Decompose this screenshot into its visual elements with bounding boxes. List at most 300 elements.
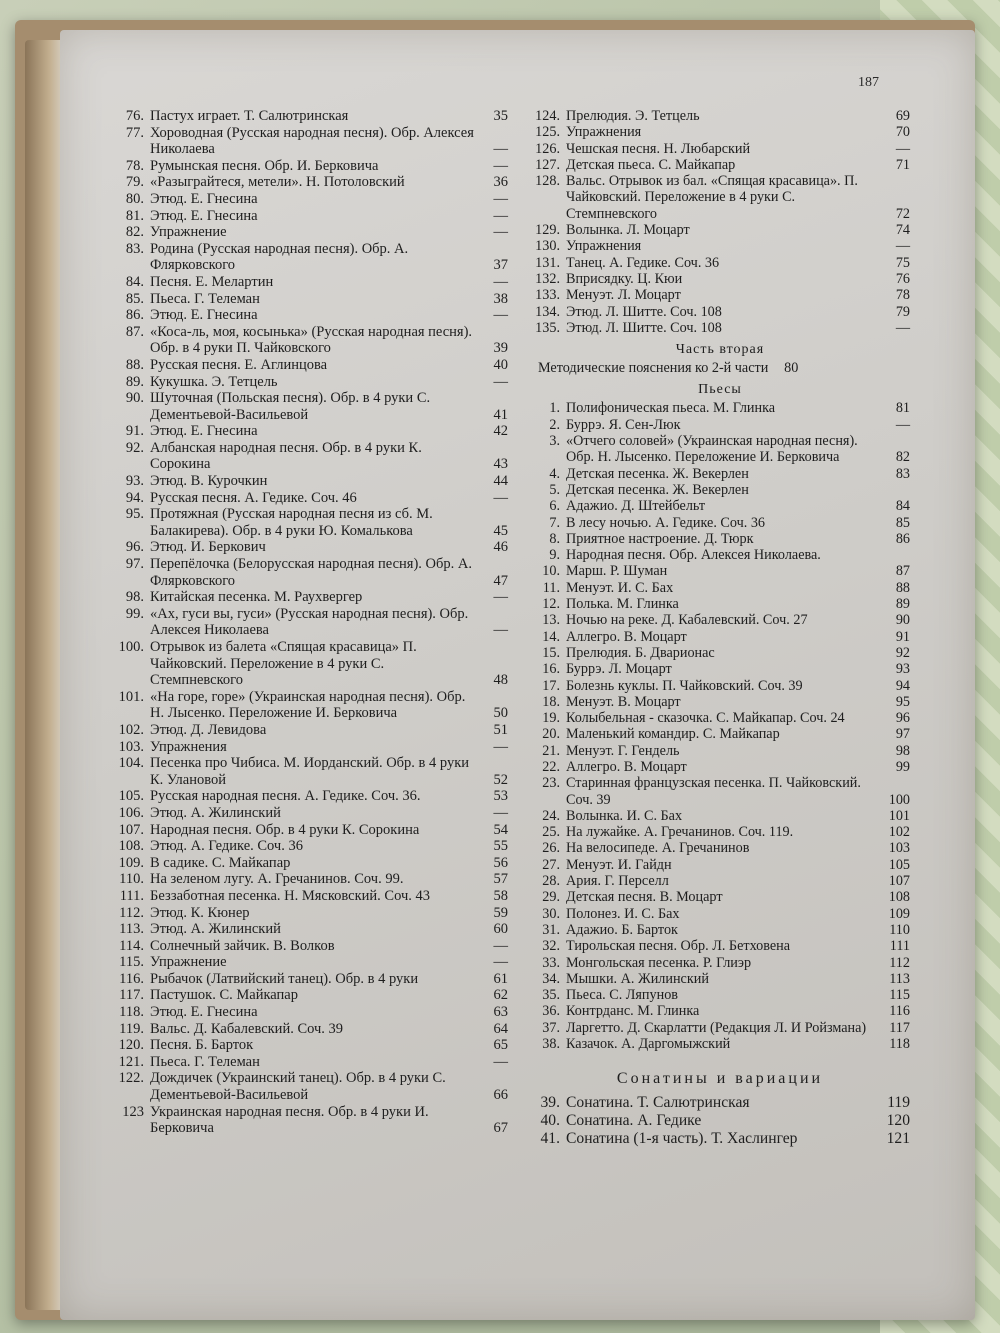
entry-page: 92: [895, 644, 910, 661]
contents-entry: [530, 417, 910, 433]
entry-title: Этюд. Е. Гнесина: [150, 190, 258, 207]
entry-title: Этюд. И. Беркович: [150, 539, 266, 556]
contents-entry: [530, 108, 910, 124]
contents-entry: [530, 157, 910, 173]
contents-entry: [118, 606, 508, 639]
entry-page: 120: [886, 1112, 910, 1130]
contents-entry: [530, 596, 910, 612]
entry-title: Этюд. В. Курочкин: [150, 473, 268, 490]
contents-entry: [530, 1003, 910, 1019]
entry-number: 107.: [118, 821, 144, 838]
contents-entry: [530, 612, 910, 628]
entry-number: 95.: [125, 506, 144, 523]
entry-number: 88.: [125, 356, 144, 373]
entry-title: Вальс. Д. Кабалевский. Соч. 39: [150, 1020, 344, 1037]
entry-title: Менуэт. И. С. Бах: [566, 579, 674, 596]
entry-title: Детская песенка. Ж. Векерлен: [566, 481, 749, 498]
entry-number: 29.: [542, 889, 560, 906]
contents-entry: [118, 755, 508, 788]
entry-number: 77.: [125, 124, 144, 141]
entry-page: 102: [888, 824, 910, 841]
entry-title: Народная песня. Обр. Алексея Николаева.: [566, 547, 821, 564]
entry-title: Этюд. Е. Гнесина: [150, 1004, 258, 1021]
entry-number: 26.: [542, 840, 560, 857]
entry-page: 76: [895, 270, 910, 287]
contents-entry: [530, 808, 910, 824]
entry-title: Мышки. А. Жилинский: [566, 970, 709, 987]
entry-page: —: [493, 207, 508, 224]
entry-title: Перепёлочка (Белорусская народная песня). Обр. А. Флярковского: [150, 556, 472, 589]
contents-entry: [118, 905, 508, 922]
entry-page: 51: [493, 721, 508, 738]
entry-number: 8.: [549, 530, 560, 547]
entry-page: 47: [493, 572, 508, 589]
contents-entry: [530, 547, 910, 563]
entry-title: Болезнь куклы. П. Чайковский. Соч. 39: [566, 677, 803, 694]
entry-number: 18.: [542, 693, 560, 710]
entry-page: 41: [493, 406, 508, 423]
entry-title: Народная песня. Обр. в 4 руки К. Сорокина: [150, 821, 420, 838]
entry-page: 84: [895, 498, 910, 515]
entry-page: 56: [493, 854, 508, 871]
sonatinas-heading: Сонатины и вариации: [616, 1070, 824, 1088]
contents-entry: [118, 589, 508, 606]
entry-number: 35.: [542, 987, 560, 1004]
entry-number: 122.: [118, 1070, 144, 1087]
entry-number: 32.: [542, 938, 560, 955]
entry-page: 108: [888, 889, 910, 906]
entry-page: —: [493, 373, 508, 390]
contents-entry: [118, 1004, 508, 1021]
entry-title: Отрывок из балета «Спящая красавица» П. Чайковский. Переложение в 4 руки С. Стемпневского: [150, 639, 417, 689]
entry-page: —: [895, 238, 910, 255]
entry-number: 40.: [540, 1112, 560, 1130]
contents-entry: [530, 694, 910, 710]
method-notes-entry: [530, 360, 910, 376]
entry-title: Аллегро. В. Моцарт: [566, 758, 687, 775]
entry-page: —: [493, 190, 508, 207]
entry-page: 66: [493, 1087, 508, 1104]
entry-page: 98: [895, 742, 910, 759]
contents-entry: [530, 678, 910, 694]
entry-number: 101.: [118, 688, 144, 705]
entry-number: 23.: [542, 775, 560, 792]
entry-number: 127.: [535, 156, 560, 173]
entry-title: Ларгетто. Д. Скарлатти (Редакция Л. И Ройзмана): [566, 1019, 867, 1036]
entry-page: 75: [895, 254, 910, 271]
entry-page: 59: [493, 904, 508, 921]
entry-page: 78: [895, 287, 910, 304]
entry-page: 40: [493, 356, 508, 373]
contents-entry: [118, 556, 508, 589]
contents-entry: [118, 1104, 508, 1137]
entry-title: Этюд. Л. Шитте. Соч. 108: [566, 319, 722, 336]
entry-number: 87.: [125, 323, 144, 340]
entry-number: 20.: [542, 726, 560, 743]
entry-title: «Отчего соловей» (Украинская народная песня). Обр. Н. Лысенко. Переложение И. Берковича: [566, 433, 858, 466]
contents-entry: [118, 108, 508, 125]
entry-number: 104.: [118, 755, 144, 772]
contents-entry: [118, 440, 508, 473]
entry-number: 130.: [535, 238, 560, 255]
entry-title: Менуэт. В. Моцарт: [566, 693, 681, 710]
contents-entry: [530, 661, 910, 677]
entry-number: 25.: [542, 824, 560, 841]
entry-page: —: [493, 273, 508, 290]
contents-entry: [118, 639, 508, 689]
method-notes-text: Методические пояснения ко 2-й части: [538, 360, 769, 377]
contents-entry: [530, 645, 910, 661]
entry-number: 100.: [118, 639, 144, 655]
entry-number: 109.: [118, 854, 144, 871]
entry-number: 128.: [535, 173, 560, 190]
contents-entry: [530, 759, 910, 775]
entry-number: 99.: [125, 605, 144, 622]
contents-entry: [530, 271, 910, 287]
entry-number: 121.: [118, 1053, 144, 1070]
entry-number: 116.: [119, 970, 144, 987]
entry-number: 108.: [118, 838, 144, 855]
entry-title: Русская народная песня. А. Гедике. Соч. 36.: [150, 788, 421, 805]
entry-number: 92.: [125, 439, 144, 456]
entry-title: Песня. Б. Барток: [150, 1037, 254, 1054]
entry-title: Старинная французская песенка. П. Чайковский. Соч. 39: [566, 775, 861, 808]
entry-number: 39.: [540, 1094, 560, 1112]
entry-number: 38.: [542, 1036, 560, 1053]
contents-entry: [118, 490, 508, 507]
contents-entry: [118, 539, 508, 556]
entry-number: 131.: [535, 254, 560, 271]
contents-list-part-one-end: [530, 108, 910, 336]
entry-title: Адажио. Д. Штейбельт: [566, 498, 706, 515]
entry-page: 97: [895, 726, 910, 743]
entry-page: 61: [493, 970, 508, 987]
contents-entry: [530, 955, 910, 971]
entry-title: Приятное настроение. Д. Тюрк: [566, 530, 754, 547]
entry-number: 125.: [535, 124, 560, 141]
entry-number: 33.: [542, 954, 560, 971]
entry-title: Маленький командир. С. Майкапар: [566, 726, 780, 743]
entry-page: 81: [895, 400, 910, 417]
entry-number: 1.: [549, 400, 560, 417]
entry-page: 117: [889, 1019, 910, 1036]
contents-entry: [118, 689, 508, 722]
entry-page: 87: [895, 563, 910, 580]
entry-page: —: [493, 157, 508, 174]
entry-page: 83: [895, 465, 910, 482]
entry-page: —: [895, 319, 910, 336]
entry-page: —: [493, 1053, 508, 1070]
entry-title: Этюд. Е. Гнесина: [150, 423, 258, 440]
entry-number: 132.: [535, 270, 560, 287]
entry-title: В лесу ночью. А. Гедике. Соч. 36: [566, 514, 766, 531]
contents-entry: [530, 1036, 910, 1052]
entry-number: 97.: [125, 556, 144, 573]
contents-entry: [118, 291, 508, 308]
contents-entry: [118, 191, 508, 208]
entry-number: 28.: [542, 873, 560, 890]
entry-title: Прелюдия. Э. Тетцель: [566, 108, 700, 124]
contents-entry: [530, 873, 910, 889]
entry-title: Детская песня. В. Моцарт: [566, 889, 723, 906]
entry-number: 111.: [119, 887, 144, 904]
contents-entry: [530, 222, 910, 238]
entry-page: 118: [889, 1036, 910, 1053]
entry-number: 30.: [542, 905, 560, 922]
entry-title: Сонатина. А. Гедике: [566, 1112, 702, 1130]
entry-title: Буррэ. Я. Сен-Люк: [566, 416, 681, 433]
entry-page: 113: [889, 970, 910, 987]
entry-number: 10.: [542, 563, 560, 580]
entry-page: 44: [493, 473, 508, 490]
entry-page: 65: [493, 1037, 508, 1054]
entry-page: 121: [886, 1129, 910, 1147]
entry-page: 115: [889, 987, 910, 1004]
entry-title: Этюд. К. Кюнер: [150, 904, 250, 921]
contents-entry: [118, 224, 508, 241]
entry-number: 124.: [535, 108, 560, 124]
contents-entry: [530, 1130, 910, 1148]
entry-number: 79.: [125, 174, 144, 191]
entry-title: Песенка про Чибиса. М. Иорданский. Обр. в 4 руки К. Улановой: [150, 755, 470, 788]
entry-title: В садике. С. Майкапар: [150, 854, 291, 871]
entry-number: 90.: [125, 390, 144, 407]
entry-number: 14.: [542, 628, 560, 645]
entry-title: Этюд. А. Гедике. Соч. 36: [150, 838, 303, 855]
contents-entry: [118, 357, 508, 374]
contents-right-column: [530, 108, 910, 1148]
entry-page: 43: [493, 456, 508, 473]
entry-number: 5.: [549, 481, 560, 498]
entry-number: 102.: [118, 721, 144, 738]
entry-page: —: [895, 140, 910, 157]
contents-entry: [530, 824, 910, 840]
entry-number: 83.: [125, 240, 144, 257]
contents-entry: [530, 971, 910, 987]
entry-page: 116: [889, 1003, 910, 1020]
entry-number: 80.: [125, 190, 144, 207]
entry-page: 46: [493, 539, 508, 556]
contents-entry: [118, 987, 508, 1004]
entry-number: 17.: [542, 677, 560, 694]
entry-title: Вприсядку. Ц. Кюи: [566, 270, 683, 287]
contents-entry: [530, 840, 910, 856]
entry-number: 22.: [542, 758, 560, 775]
entry-title: «Разыграйтеся, метели». Н. Потоловский: [150, 174, 405, 191]
entry-title: «На горе, горе» (Украинская народная песня). Обр. Н. Лысенко. Переложение И. Берковича: [150, 688, 466, 722]
entry-page: —: [493, 738, 508, 755]
entry-page: 39: [493, 340, 508, 357]
entry-title: Русская песня. Е. Аглинцова: [150, 356, 328, 373]
entry-title: Адажио. Б. Барток: [566, 921, 678, 938]
entry-number: 85.: [125, 290, 144, 307]
contents-entry: [530, 238, 910, 254]
entry-page: —: [493, 307, 508, 324]
entry-title: Родина (Русская народная песня). Обр. А. Флярковского: [150, 240, 409, 274]
entry-title: Этюд. А. Жилинский: [150, 804, 281, 821]
entry-title: Казачок. А. Даргомыжский: [566, 1036, 731, 1053]
entry-title: Волынка. И. С. Бах: [566, 807, 683, 824]
entry-page: 94: [895, 677, 910, 694]
entry-title: Тирольская песня. Обр. Л. Бетховена: [566, 938, 791, 955]
contents-entry: [530, 987, 910, 1003]
contents-entry: [530, 287, 910, 303]
contents-list-pieces: [530, 400, 910, 1052]
entry-title: Пьеса. Г. Телеман: [150, 1053, 260, 1070]
contents-entry: [530, 710, 910, 726]
entry-title: Менуэт. Л. Моцарт: [566, 287, 681, 304]
entry-page: 72: [895, 205, 910, 222]
contents-entry: [530, 1112, 910, 1130]
contents-entry: [118, 1070, 508, 1103]
entry-title: Ария. Г. Перселл: [566, 873, 669, 890]
entry-page: 103: [888, 840, 910, 857]
contents-entry: [530, 400, 910, 416]
entry-number: 105.: [118, 788, 144, 805]
entry-title: Полифоническая пьеса. М. Глинка: [566, 400, 776, 417]
contents-entry: [118, 241, 508, 274]
entry-title: Протяжная (Русская народная песня из сб. М. Балакирева). Обр. в 4 руки Ю. Комалькова: [150, 506, 433, 539]
entry-number: 9.: [549, 547, 560, 564]
entry-number: 134.: [535, 303, 560, 320]
entry-page: 90: [895, 612, 910, 629]
contents-entry: [118, 423, 508, 440]
contents-entry: [118, 506, 508, 539]
entry-title: Беззаботная песенка. Н. Мясковский. Соч. 43: [150, 887, 431, 904]
entry-page: 48: [493, 672, 508, 689]
contents-entry: [118, 871, 508, 888]
contents-entry: [530, 482, 910, 498]
entry-number: 84.: [125, 273, 144, 290]
contents-entry: [118, 1037, 508, 1054]
entry-page: 119: [887, 1094, 910, 1112]
entry-number: 15.: [542, 644, 560, 661]
entry-title: Колыбельная - сказочка. С. Майкапар. Соч. 24: [566, 710, 845, 727]
contents-list-sonatinas: [530, 1094, 910, 1147]
contents-entry: [118, 307, 508, 324]
contents-entry: [530, 743, 910, 759]
contents-left-column: [118, 108, 508, 1137]
entry-title: Вальс. Отрывок из бал. «Спящая красавица». П. Чайковский. Переложение в 4 руки С. Стемпневского: [566, 173, 858, 222]
entry-page: 64: [493, 1020, 508, 1037]
contents-entry: [530, 906, 910, 922]
entry-title: На велосипеде. А. Гречанинов: [566, 840, 750, 857]
entry-page: —: [493, 937, 508, 954]
contents-entry: [118, 390, 508, 423]
entry-page: 100: [888, 791, 910, 808]
entry-number: 11.: [542, 579, 560, 596]
contents-entry: [530, 726, 910, 742]
entry-page: —: [493, 954, 508, 971]
contents-entry: [530, 304, 910, 320]
entry-page: 86: [895, 530, 910, 547]
entry-number: 94.: [125, 489, 144, 506]
entry-title: Пастух играет. Т. Салютринская: [150, 108, 349, 124]
entry-title: На лужайке. А. Гречанинов. Соч. 119.: [566, 824, 794, 841]
entry-title: Сонатина. Т. Салютринская: [566, 1094, 750, 1112]
entry-page: 69: [895, 108, 910, 124]
entry-title: Полонез. И. С. Бах: [566, 905, 680, 922]
page-number: 187: [858, 75, 879, 90]
contents-entry: [118, 1021, 508, 1038]
entry-title: Марш. Р. Шуман: [566, 563, 668, 580]
entry-title: Этюд. Е. Гнесина: [150, 307, 258, 324]
entry-title: Аллегро. В. Моцарт: [566, 628, 687, 645]
entry-title: Кукушка. Э. Тетцель: [150, 373, 278, 390]
entry-page: 55: [493, 838, 508, 855]
entry-number: 118.: [119, 1004, 144, 1021]
entry-number: 82.: [125, 224, 144, 241]
entry-title: Пастушок. С. Майкапар: [150, 987, 298, 1004]
entry-title: Чешская песня. Н. Любарский: [566, 140, 751, 157]
entry-page: 95: [895, 693, 910, 710]
entry-number: 115.: [119, 954, 144, 971]
contents-entry: [530, 124, 910, 140]
entry-page: 50: [493, 705, 508, 722]
entry-page: 67: [493, 1120, 508, 1137]
entry-page: 70: [895, 124, 910, 141]
entry-page: 36: [493, 174, 508, 191]
entry-number: 37.: [542, 1019, 560, 1036]
entry-title: На зеленом лугу. А. Гречанинов. Соч. 99.: [150, 871, 404, 888]
entry-number: 6.: [549, 498, 560, 515]
contents-entry: [118, 374, 508, 391]
entry-number: 103.: [118, 738, 144, 755]
entry-page: 101: [888, 807, 910, 824]
entry-page: 93: [895, 661, 910, 678]
entry-number: 114.: [119, 937, 144, 954]
entry-number: 76.: [125, 108, 144, 124]
contents-entry: [530, 141, 910, 157]
entry-title: Менуэт. Г. Гендель: [566, 742, 680, 759]
entry-title: Упражнения: [566, 124, 642, 141]
contents-entry: [530, 173, 910, 222]
entry-page: 96: [895, 710, 910, 727]
contents-entry: [118, 838, 508, 855]
entry-title: «Ах, гуси вы, гуси» (Русская народная песня). Обр. Алексея Николаева: [150, 605, 469, 639]
contents-entry: [530, 938, 910, 954]
contents-entry: [118, 888, 508, 905]
entry-page: 91: [895, 628, 910, 645]
contents-entry: [118, 739, 508, 756]
contents-entry: [530, 629, 910, 645]
entry-number: 12.: [542, 596, 560, 613]
entry-page: 58: [493, 887, 508, 904]
entry-title: Сонатина (1-я часть). Т. Хаслингер: [566, 1129, 798, 1147]
entry-page: 88: [895, 579, 910, 596]
entry-page: 74: [895, 222, 910, 239]
entry-number: 19.: [542, 710, 560, 727]
entry-number: 16.: [542, 661, 560, 678]
entry-page: 63: [493, 1004, 508, 1021]
contents-entry: [530, 857, 910, 873]
entry-title: Детская песенка. Ж. Векерлен: [566, 465, 749, 482]
entry-title: Украинская народная песня. Обр. в 4 руки И. Берковича: [150, 1103, 429, 1137]
contents-entry: [118, 921, 508, 938]
contents-entry: [118, 1054, 508, 1071]
entry-title: «Коса-ль, моя, косынька» (Русская народная песня). Обр. в 4 руки П. Чайковского: [150, 323, 473, 357]
entry-title: Полька. М. Глинка: [566, 596, 679, 613]
entry-title: Солнечный зайчик. В. Волков: [150, 937, 335, 954]
entry-page: —: [493, 589, 508, 606]
entry-title: Упражнения: [566, 238, 642, 255]
entry-page: 42: [493, 423, 508, 440]
entry-title: Дождичек (Украинский танец). Обр. в 4 руки С. Дементьевой-Васильевой: [150, 1070, 446, 1104]
entry-page: 89: [895, 596, 910, 613]
entry-page: 60: [493, 921, 508, 938]
entry-title: Детская пьеса. С. Майкапар: [566, 156, 736, 173]
entry-title: Ночью на реке. Д. Кабалевский. Соч. 27: [566, 612, 808, 629]
